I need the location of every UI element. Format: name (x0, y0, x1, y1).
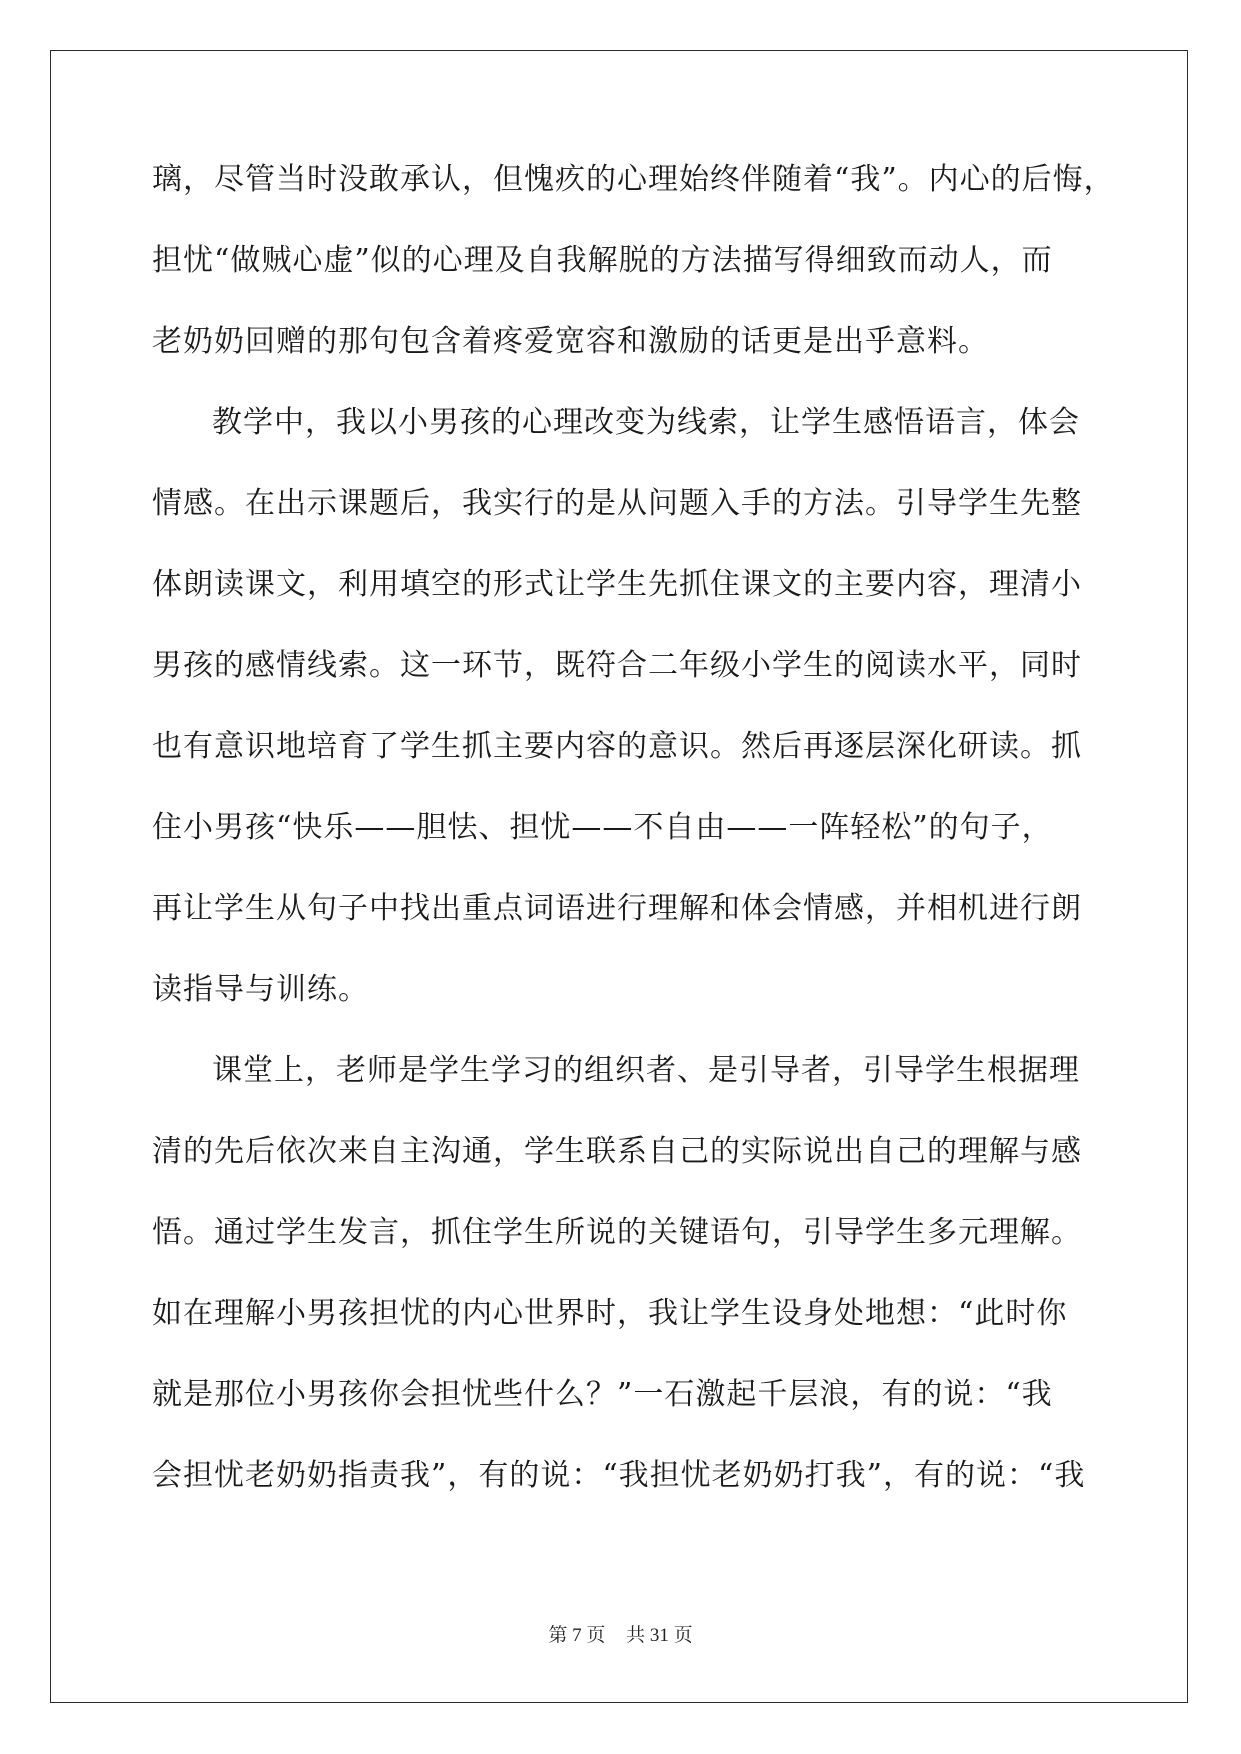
text-line: 老奶奶回赠的那句包含着疼爱宽容和激励的话更是出乎意料。 (152, 324, 989, 359)
text-line: 情感。在出示课题后，我实行的是从问题入手的方法。引导学生先整 (152, 486, 1082, 521)
text-line: 如在理解小男孩担忧的内心世界时，我让学生设身处地想：“此时你 (152, 1296, 1068, 1331)
text-line: 男孩的感情线索。这一环节，既符合二年级小学生的阅读水平，同时 (152, 648, 1082, 683)
text-line: 体朗读课文，利用填空的形式让学生先抓住课文的主要内容，理清小 (152, 567, 1082, 602)
text-line: 清的先后依次来自主沟通，学生联系自己的实际说出自己的理解与感 (152, 1134, 1082, 1169)
paragraph-first-line: 教学中，我以小男孩的心理改变为线索，让学生感悟语言，体会 (212, 405, 1080, 440)
text-line: 读指导与训练。 (152, 972, 369, 1007)
text-line: 担忧“做贼心虚”似的心理及自我解脱的方法描写得细致而动人，而 (152, 243, 1053, 278)
text-line: 就是那位小男孩你会担忧些什么？”一石激起千层浪，有的说：“我 (152, 1377, 1053, 1412)
text-line: 璃，尽管当时没敢承认，但愧疚的心理始终伴随着“我”。内心的后悔， (152, 162, 1115, 197)
paragraph-first-line: 课堂上，老师是学生学习的组织者、是引导者，引导学生根据理 (212, 1053, 1080, 1088)
text-line: 住小男孩“快乐——胆怯、担忧——不自由——一阵轻松”的句子， (152, 810, 1053, 845)
page-total: 共 31 页 (626, 1625, 693, 1646)
text-line: 悟。通过学生发言，抓住学生所说的关键语句，引导学生多元理解。 (152, 1215, 1082, 1250)
page-number: 第 7 页 (548, 1625, 606, 1646)
page-footer (0, 1620, 1241, 1647)
text-line: 会担忧老奶奶指责我”，有的说：“我担忧老奶奶打我”，有的说：“我 (152, 1458, 1086, 1493)
document-body (152, 160, 1115, 1537)
text-line: 再让学生从句子中找出重点词语进行理解和体会情感，并相机进行朗 (152, 891, 1082, 926)
text-line: 也有意识地培育了学生抓主要内容的意识。然后再逐层深化研读。抓 (152, 729, 1082, 764)
